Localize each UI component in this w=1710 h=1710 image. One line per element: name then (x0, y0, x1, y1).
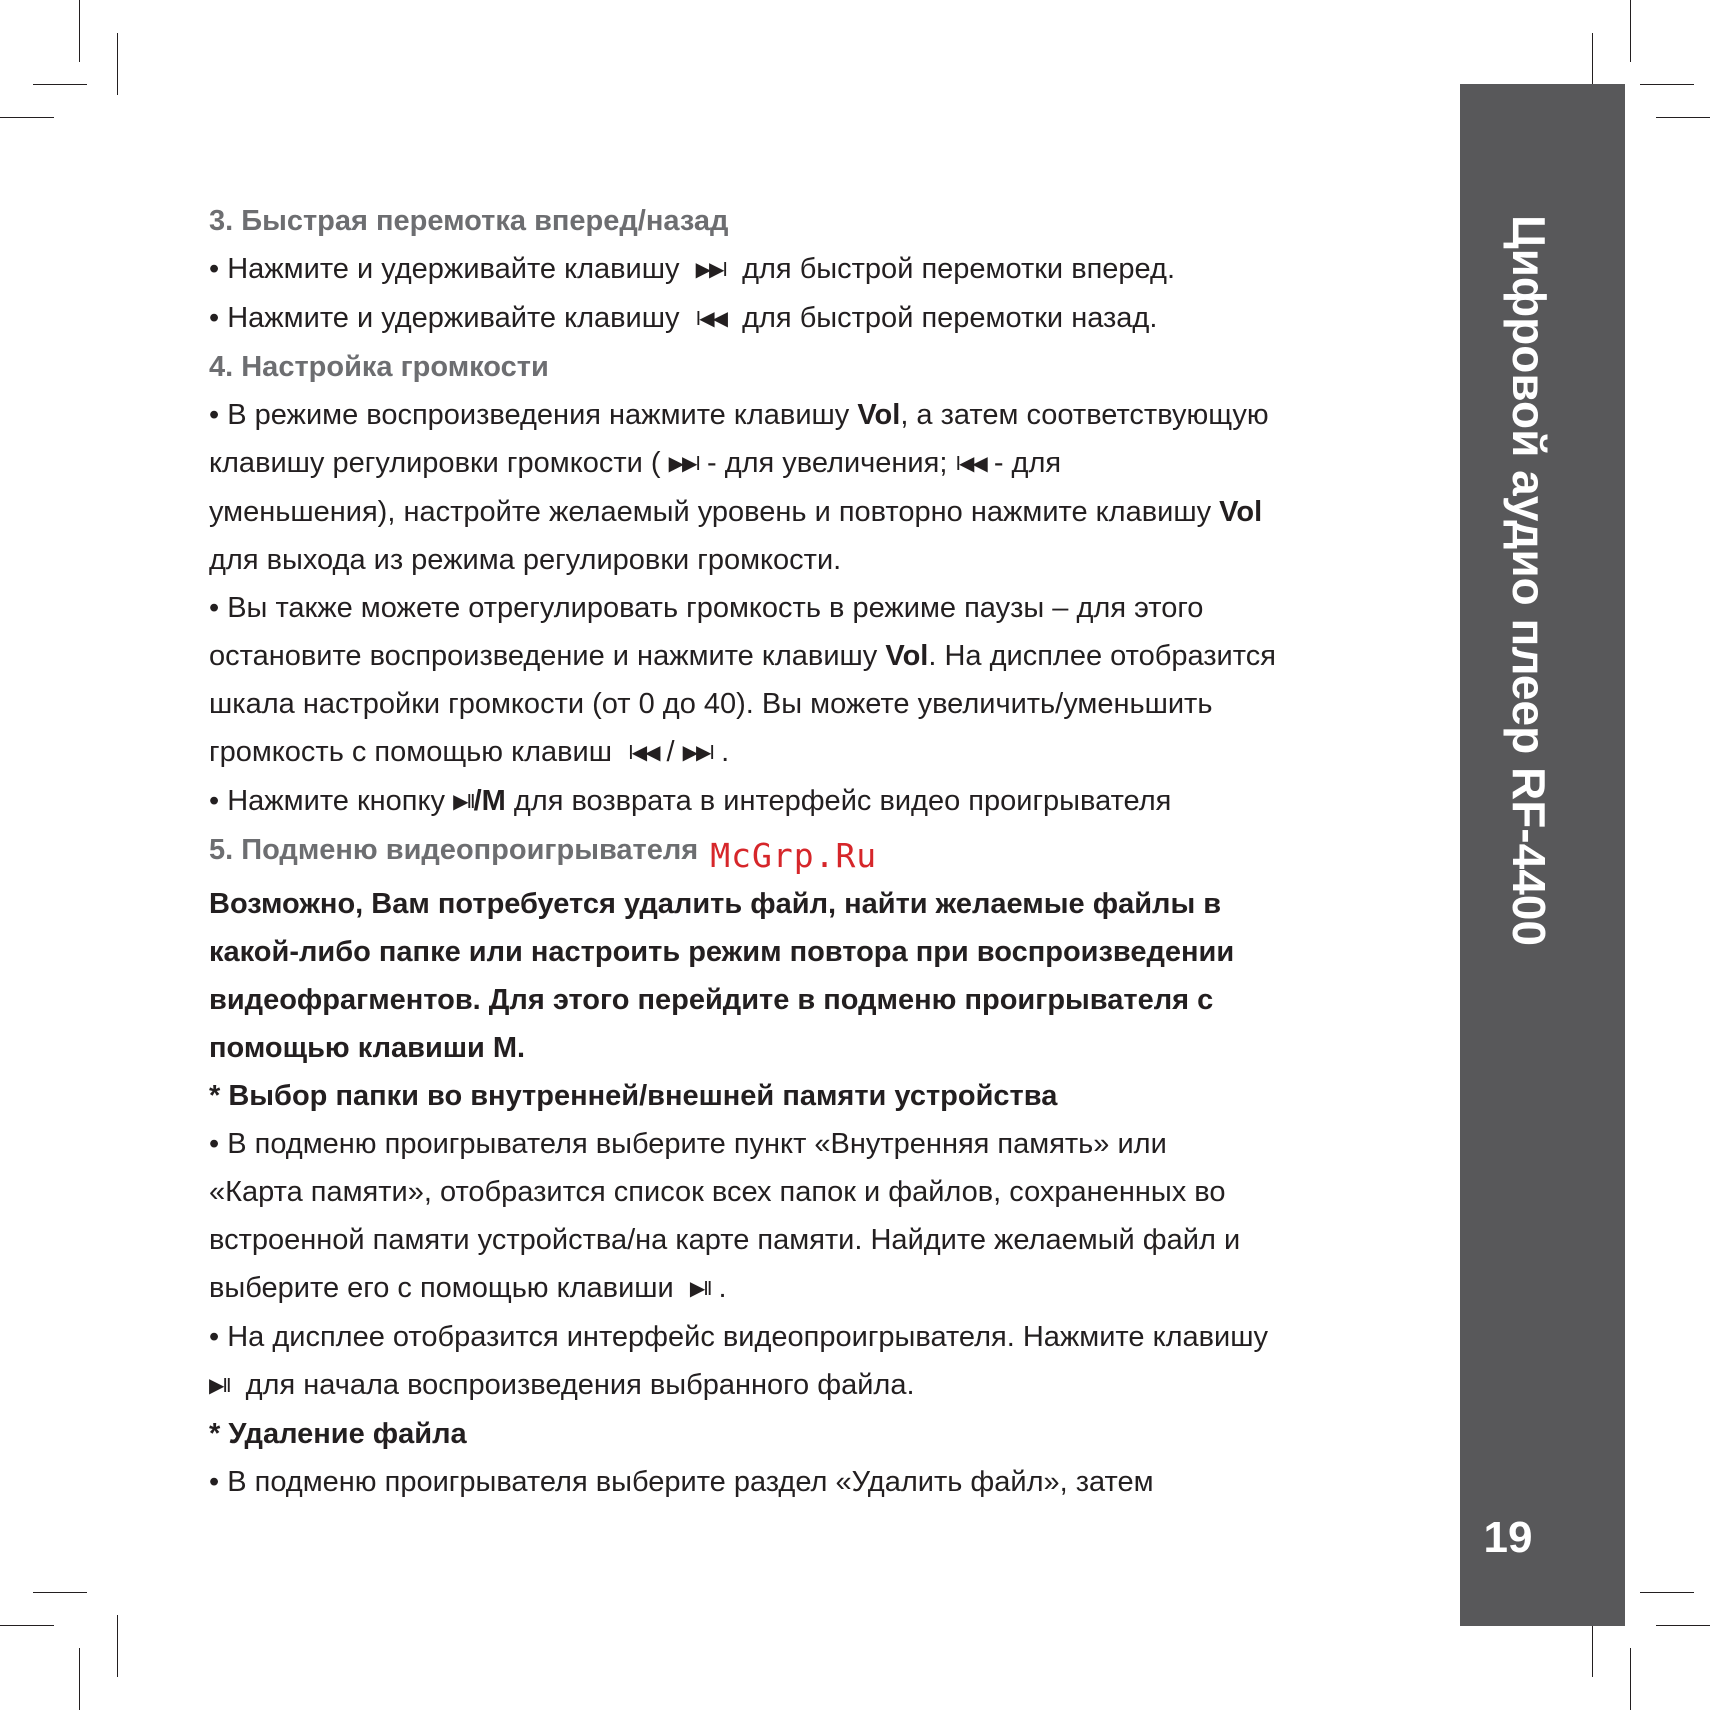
crop-mark (33, 1592, 87, 1593)
crop-mark (117, 1615, 118, 1677)
paragraph-line: для выхода из режима регулировки громкости. (209, 544, 842, 576)
paragraph-line (209, 1361, 1399, 1410)
text: уменьшения), настройте желаемый уровень и повторно нажмите клавишу (209, 496, 1212, 528)
crop-mark (79, 1648, 80, 1710)
text: для возврата в интерфейс видео проигрывателя (513, 785, 1172, 817)
text: для начала воспроизведения выбранного файла. (245, 1369, 915, 1401)
rewind-icon: I◀◀ (955, 453, 986, 475)
fast-forward-icon: ▶▶I (682, 742, 713, 764)
paragraph-line (209, 439, 1399, 488)
bold-paragraph-line: Возможно, Вам потребуется удалить файл, найти желаемые файлы в (209, 888, 1222, 920)
paragraph-line (209, 632, 1399, 680)
page-content (209, 197, 1399, 1506)
text: • Нажмите и удерживайте клавишу (209, 253, 680, 285)
text: для быстрой перемотки вперед. (742, 253, 1176, 285)
crop-mark (0, 1625, 54, 1626)
text: . На дисплее отобразится (928, 640, 1276, 672)
paragraph-line: • На дисплее отобразится интерфейс видеопроигрывателя. Нажмите клавишу (209, 1321, 1269, 1353)
paragraph-line: • В подменю проигрывателя выберите пункт «Внутренняя память» или (209, 1128, 1167, 1160)
bold-paragraph-line: видеофрагментов. Для этого перейдите в подменю проигрывателя с (209, 984, 1214, 1016)
text: . (718, 1272, 727, 1304)
crop-mark (117, 33, 118, 95)
crop-mark (1656, 1625, 1710, 1626)
fast-forward-icon: ▶▶I (668, 453, 699, 475)
vol-key-label: Vol (857, 399, 901, 431)
play-pause-icon: ▶II (689, 1278, 711, 1300)
page-number: 19 (1483, 1513, 1533, 1562)
fast-forward-icon: ▶▶I (695, 259, 726, 281)
crop-mark (1630, 0, 1631, 62)
paragraph-line (209, 488, 1399, 536)
rewind-icon: I◀◀ (695, 308, 726, 330)
play-pause-icon: ▶II (209, 1375, 230, 1397)
crop-mark (0, 117, 54, 118)
text: • Нажмите и удерживайте клавишу (209, 302, 680, 334)
subheading: * Выбор папки во внутренней/внешней памяти устройства (209, 1080, 1058, 1112)
watermark: McGrp.Ru (710, 836, 878, 875)
paragraph-line (209, 391, 1399, 439)
vol-key-label: Vol (885, 640, 929, 672)
text: остановите воспроизведение и нажмите клавишу (209, 640, 878, 672)
section-heading: 4. Настройка громкости (209, 351, 549, 383)
paragraph-line (209, 245, 1399, 294)
paragraph-line (209, 728, 1399, 777)
crop-mark (79, 0, 80, 62)
play-pause-icon: ▶II (453, 791, 474, 813)
paragraph-line (209, 1264, 1399, 1313)
crop-mark (1640, 84, 1694, 85)
rewind-icon: I◀◀ (628, 742, 659, 764)
crop-mark (1640, 1592, 1694, 1593)
sidebar-title: Цифровой аудио плеер RF-4400 (1503, 215, 1555, 946)
section-heading: 3. Быстрая перемотка вперед/назад (209, 205, 729, 237)
paragraph-line: встроенной памяти устройства/на карте памяти. Найдите желаемый файл и (209, 1224, 1241, 1256)
text: • В режиме воспроизведения нажмите клавишу (209, 399, 850, 431)
crop-mark (1656, 117, 1710, 118)
paragraph-line: «Карта памяти», отобразится список всех папок и файлов, сохраненных во (209, 1176, 1226, 1208)
paragraph-line: • Вы также можете отрегулировать громкость в режиме паузы – для этого (209, 592, 1204, 624)
text: 5. Подменю видеопроигрывателя (209, 834, 699, 866)
m-key-label: /M (473, 785, 506, 817)
paragraph-line (209, 294, 1399, 343)
text: громкость с помощью клавиш (209, 736, 613, 768)
text: - для увеличения; (706, 447, 948, 479)
bold-paragraph-line: какой-либо папке или настроить режим повтора при воспроизведении (209, 936, 1235, 968)
text: • Нажмите кнопку (209, 785, 446, 817)
subheading: * Удаление файла (209, 1418, 467, 1450)
paragraph-line: шкала настройки громкости (от 0 до 40). Вы можете увеличить/уменьшить (209, 688, 1213, 720)
text: для быстрой перемотки назад. (742, 302, 1158, 334)
vol-key-label: Vol (1219, 496, 1263, 528)
text: клавишу регулировки громкости ( (209, 447, 661, 479)
text: . (721, 736, 730, 768)
text: - для (993, 447, 1062, 479)
paragraph-line: • В подменю проигрывателя выберите раздел «Удалить файл», затем (209, 1466, 1154, 1498)
paragraph-line (209, 777, 1399, 826)
section-heading (209, 826, 1399, 880)
bold-paragraph-line: помощью клавиши M. (209, 1032, 526, 1064)
crop-mark (1630, 1648, 1631, 1710)
crop-mark (33, 84, 87, 85)
text: , а затем соответствующую (900, 399, 1269, 431)
text: выберите его с помощью клавиши (209, 1272, 674, 1304)
text: / (666, 736, 675, 768)
